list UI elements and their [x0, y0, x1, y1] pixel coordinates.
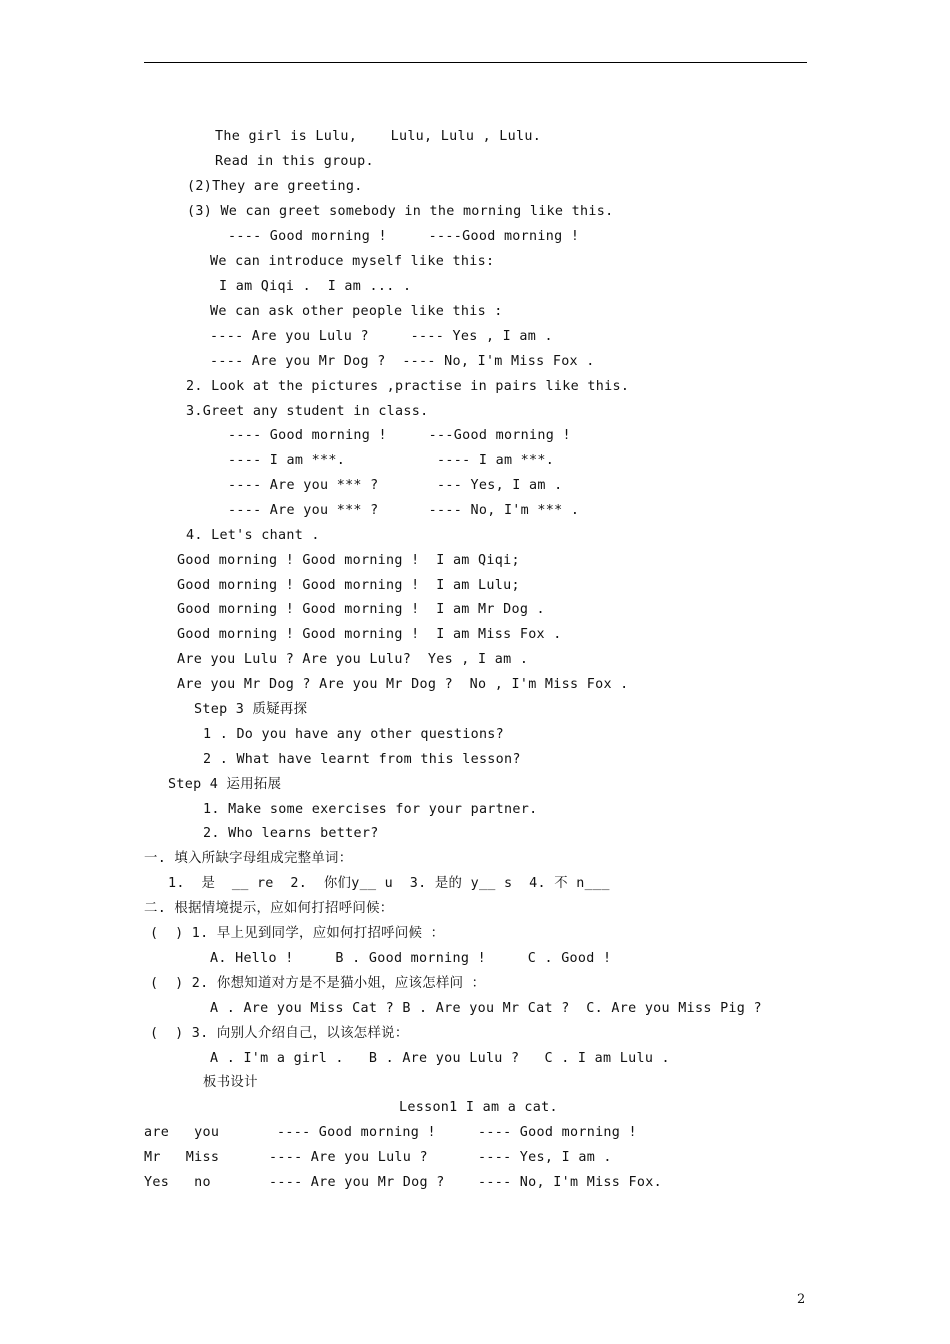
text-line: ( ) 2. 你想知道对方是不是猫小姐，应该怎样问 ：: [150, 976, 486, 991]
text-line: ( ) 3. 向别人介绍自己，以该怎样说：: [150, 1026, 409, 1041]
text-line: ---- Good morning !: [277, 1125, 436, 1140]
text-line: ---- Are you Mr Dog ?: [269, 1175, 445, 1190]
text-line: (3) We can greet somebody in the morning like this.: [187, 204, 614, 219]
text-line: 1 . Do you have any other questions?: [203, 727, 505, 742]
text-line: ---- No, I'm Miss Fox.: [478, 1175, 662, 1190]
text-line: Are you Lulu ? Are you Lulu? Yes , I am .: [177, 652, 529, 667]
text-line: Yes no: [144, 1175, 211, 1190]
text-line: We can ask other people like this :: [210, 304, 503, 319]
text-line: ---- Yes, I am .: [478, 1150, 612, 1165]
text-line: ( ) 1. 早上见到同学，应如何打招呼问候 ：: [150, 926, 445, 941]
text-line: Are you Mr Dog ? Are you Mr Dog ? No , I'm Miss Fox .: [177, 677, 629, 692]
text-line: Step 3 质疑再探: [194, 702, 308, 717]
page-number: 2: [797, 1292, 806, 1307]
text-line: A . Are you Miss Cat ? B . Are you Mr Cat ? C. Are you Miss Pig ?: [210, 1001, 762, 1016]
text-line: Good morning ! Good morning ! I am Lulu;: [177, 578, 520, 593]
text-line: Step 4 运用拓展: [168, 777, 282, 792]
text-line: ---- Good morning ! ----Good morning !: [228, 229, 580, 244]
text-line: Lesson1 I am a cat.: [399, 1100, 558, 1115]
text-line: Good morning ! Good morning ! I am Qiqi;: [177, 553, 520, 568]
text-line: 2 . What have learnt from this lesson?: [203, 752, 521, 767]
text-line: 1. 是 __ re 2. 你们y__ u 3. 是的 y__ s 4. 不 n___: [168, 876, 610, 891]
text-line: 1. Make some exercises for your partner.: [203, 802, 538, 817]
text-line: Mr Miss: [144, 1150, 220, 1165]
text-line: ---- Are you *** ? ---- No, I'm *** .: [228, 503, 580, 518]
text-line: Good morning ! Good morning ! I am Miss Fox .: [177, 627, 562, 642]
text-line: I am Qiqi . I am ... .: [219, 279, 412, 294]
text-line: ---- Good morning !: [478, 1125, 637, 1140]
text-line: 3.Greet any student in class.: [186, 404, 429, 419]
text-line: A. Hello ! B . Good morning ! C . Good !: [210, 951, 612, 966]
text-line: 4. Let's chant .: [186, 528, 320, 543]
text-line: 板书设计: [203, 1075, 258, 1090]
text-line: ---- Are you Mr Dog ? ---- No, I'm Miss Fox .: [210, 354, 595, 369]
text-line: The girl is Lulu, Lulu, Lulu , Lulu.: [215, 129, 542, 144]
text-line: ---- I am ***. ---- I am ***.: [228, 453, 555, 468]
text-line: (2)They are greeting.: [187, 179, 363, 194]
text-line: ---- Good morning ! ---Good morning !: [228, 428, 571, 443]
text-line: We can introduce myself like this:: [210, 254, 495, 269]
text-line: 2. Look at the pictures ,practise in pairs like this.: [186, 379, 630, 394]
text-line: Read in this group.: [215, 154, 374, 169]
text-line: 二. 根据情境提示，应如何打招呼问候：: [144, 901, 394, 916]
header-rule: [144, 62, 807, 63]
text-line: ---- Are you *** ? --- Yes, I am .: [228, 478, 563, 493]
text-line: ---- Are you Lulu ? ---- Yes , I am .: [210, 329, 553, 344]
text-line: 2. Who learns better?: [203, 826, 379, 841]
text-line: 一. 填入所缺字母组成完整单词：: [144, 851, 353, 866]
text-line: Good morning ! Good morning ! I am Mr Dog .: [177, 602, 545, 617]
text-line: are you: [144, 1125, 220, 1140]
text-line: A . I'm a girl . B . Are you Lulu ? C . I am Lulu .: [210, 1051, 670, 1066]
text-line: ---- Are you Lulu ?: [269, 1150, 428, 1165]
